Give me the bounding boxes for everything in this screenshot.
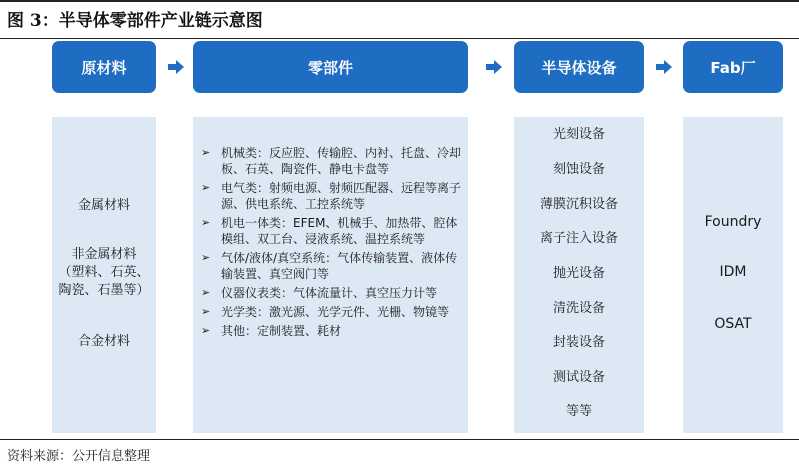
equipment-item: 光刻设备 <box>552 127 605 142</box>
chevron-right-icon: ➢ <box>201 286 211 299</box>
header-components: 零部件 <box>193 41 468 93</box>
chevron-right-icon: ➢ <box>201 181 211 194</box>
fab-item-osat: OSAT <box>714 316 752 332</box>
equipment-item: 封装设备 <box>552 335 605 350</box>
list-item: ➢ 仪器仪表类：气体流量计、真空压力计等 <box>201 286 438 300</box>
equipment-item: 离子注入设备 <box>539 231 618 246</box>
header-raw-materials: 原材料 <box>52 41 156 93</box>
equipment-item: 抛光设备 <box>552 266 605 281</box>
arrow-right-icon <box>655 58 673 76</box>
fab-item-idm: IDM <box>719 264 747 280</box>
list-item: ➢ 机电一体类：EFEM、机械手、加热带、腔体模组、双工台、浸液系统、温控系统等 <box>201 216 458 246</box>
components-list <box>201 145 463 342</box>
chevron-right-icon: ➢ <box>201 216 211 229</box>
list-item: ➢ 电气类：射频电源、射频匹配器、远程等离子源、供电系统、工控系统等 <box>201 181 462 211</box>
panel-components <box>193 117 468 433</box>
chevron-right-icon: ➢ <box>201 324 211 337</box>
top-rule <box>0 0 799 2</box>
list-item: ➢ 机械类：反应腔、传输腔、内衬、托盘、冷却板、石英、陶瓷件、静电卡盘等 <box>201 146 462 176</box>
raw-item-metal: 金属材料 <box>77 198 130 213</box>
arrow-right-icon <box>485 58 503 76</box>
source-note: 资料来源：公开信息整理 <box>7 449 151 464</box>
header-fab: Fab厂 <box>683 41 783 93</box>
title-rule <box>0 38 799 39</box>
equipment-item: 薄膜沉积设备 <box>539 197 618 212</box>
chevron-right-icon: ➢ <box>201 251 211 264</box>
equipment-item: 清洗设备 <box>552 301 605 316</box>
panel-raw-materials <box>52 117 156 433</box>
equipment-item: 刻蚀设备 <box>552 162 605 177</box>
raw-item-nonmetal: 非金属材料 （塑料、石英、 陶瓷、石墨等） <box>58 247 150 298</box>
list-item: ➢ 其他：定制装置、耗材 <box>201 324 342 338</box>
equipment-item: 等等 <box>565 404 592 419</box>
chevron-right-icon: ➢ <box>201 305 211 318</box>
chevron-right-icon: ➢ <box>201 146 211 159</box>
panel-equipment <box>514 117 644 433</box>
equipment-item: 测试设备 <box>552 370 605 385</box>
fab-item-foundry: Foundry <box>704 214 762 230</box>
list-item: ➢ 气体/液体/真空系统：气体传输装置、液体传输装置、真空阀门等 <box>201 251 458 281</box>
arrow-right-icon <box>167 58 185 76</box>
raw-item-alloy: 合金材料 <box>77 334 130 349</box>
list-item: ➢ 光学类：激光源、光学元件、光栅、物镜等 <box>201 305 450 319</box>
panel-fab <box>683 117 783 433</box>
bottom-rule <box>0 439 799 440</box>
figure-title: 图 3：半导体零部件产业链示意图 <box>7 11 263 31</box>
header-equipment: 半导体设备 <box>514 41 644 93</box>
